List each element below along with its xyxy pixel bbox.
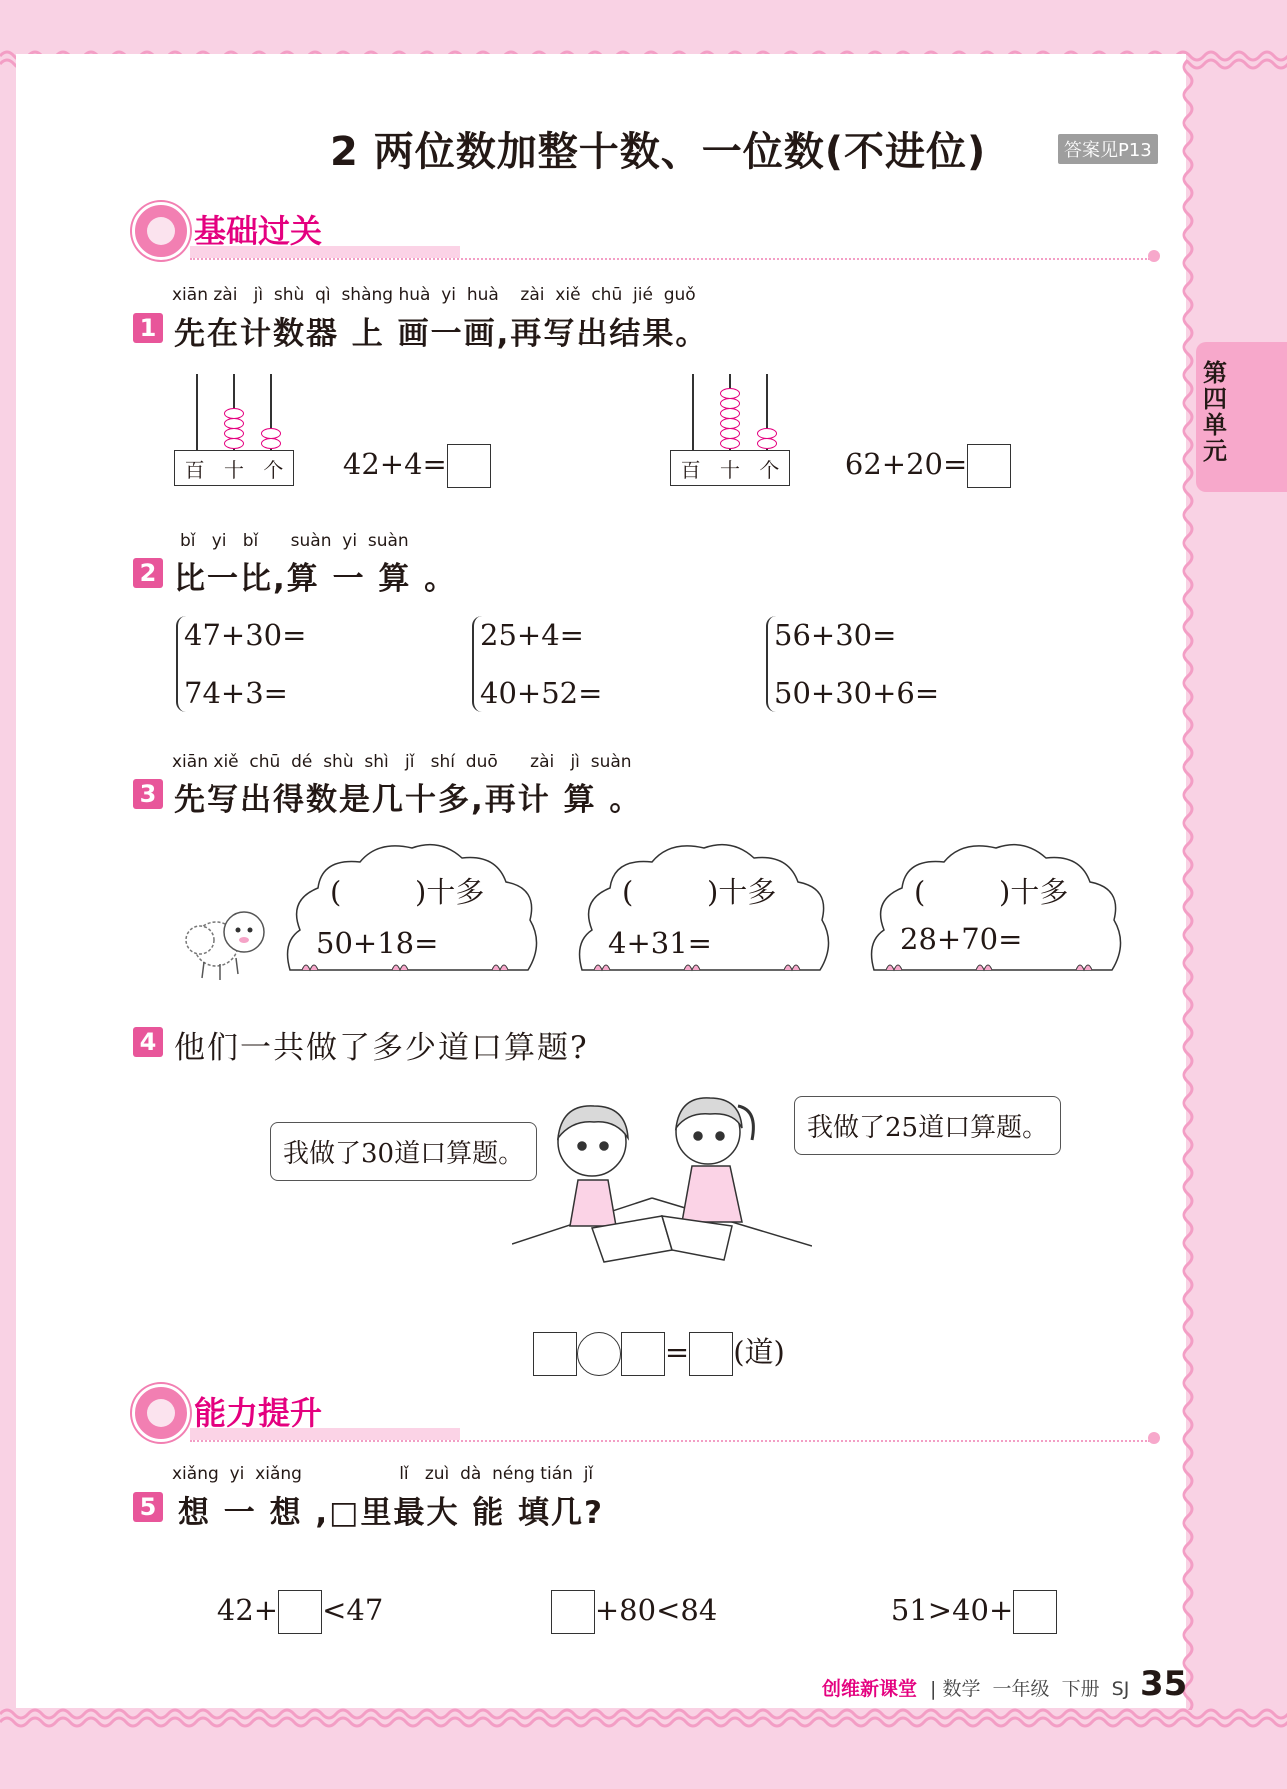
q2-expression: 40+52= bbox=[480, 676, 603, 710]
q2-pinyin: bǐ yi bǐ suàn yi suàn bbox=[180, 531, 409, 551]
abacus-label-hundreds: 百 bbox=[184, 457, 205, 482]
q2-expression: 74+3= bbox=[184, 676, 288, 710]
tens-bead bbox=[224, 418, 244, 429]
inequality-right: +80<84 bbox=[594, 1593, 718, 1627]
answer-box[interactable] bbox=[689, 1332, 733, 1376]
tens-bead bbox=[224, 408, 244, 419]
section-title-basic: 基础过关 bbox=[194, 212, 323, 250]
tens-bead bbox=[720, 418, 740, 429]
abacus-right bbox=[670, 374, 790, 494]
answer-box[interactable] bbox=[1013, 1590, 1057, 1634]
tens-bead bbox=[720, 398, 740, 409]
unit-label: (道) bbox=[733, 1335, 785, 1369]
operator-circle[interactable] bbox=[577, 1332, 621, 1376]
cloud-label: ( )十多 bbox=[622, 875, 777, 909]
mascot-icon bbox=[132, 1384, 190, 1442]
ones-bead bbox=[757, 438, 777, 449]
boy-speech-bubble: 我做了30道口算题。 bbox=[270, 1122, 537, 1181]
cloud-label: ( )十多 bbox=[914, 875, 1069, 909]
answer-box[interactable] bbox=[447, 444, 491, 488]
answer-box[interactable] bbox=[278, 1590, 322, 1634]
inequality-right: <47 bbox=[322, 1593, 384, 1627]
q1-left-expr-text: 42+4= bbox=[342, 447, 447, 481]
answer-box[interactable] bbox=[621, 1332, 665, 1376]
inequality-left: 42+ bbox=[216, 1593, 279, 1627]
right-wave-border bbox=[1170, 60, 1210, 1710]
unit-side-tab bbox=[1196, 342, 1287, 492]
ones-bead bbox=[757, 428, 777, 439]
sheep-icon bbox=[180, 900, 274, 984]
cloud-expression: 4+31= bbox=[608, 926, 712, 960]
q5-inequality bbox=[180, 1556, 383, 1668]
equals-sign: = bbox=[664, 1335, 690, 1369]
q5-inequality bbox=[854, 1556, 1057, 1668]
q2-expression: 25+4= bbox=[480, 618, 584, 652]
q2-expression: 50+30+6= bbox=[774, 676, 940, 710]
cloud-expression: 50+18= bbox=[316, 926, 439, 960]
q2-prompt: 比一比,算 一 算 。 bbox=[174, 561, 458, 597]
q3-pinyin: xiān xiě chū dé shù shì jǐ shí duō zài jì suàn bbox=[172, 752, 632, 772]
q5-prompt: 想 一 想 ,□里最大 能 填几? bbox=[178, 1495, 605, 1531]
q4-number: 4 bbox=[133, 1027, 163, 1057]
q1-pinyin: xiān zài jì shù qì shàng huà yi huà zài xiě chū jié guǒ bbox=[172, 285, 696, 305]
q1-prompt: 先在计数器 上 画一画,再写出结果。 bbox=[174, 316, 709, 352]
abacus-label-tens: 十 bbox=[719, 457, 740, 482]
q5-number: 5 bbox=[133, 1492, 163, 1522]
abacus-left bbox=[174, 374, 294, 494]
children-illustration bbox=[512, 1086, 812, 1276]
section-title-advanced: 能力提升 bbox=[194, 1394, 323, 1432]
girl-speech-bubble: 我做了25道口算题。 bbox=[794, 1096, 1061, 1155]
q2-number: 2 bbox=[133, 558, 163, 588]
footer-brand: 创维新课堂 bbox=[822, 1678, 918, 1700]
q3-prompt: 先写出得数是几十多,再计 算 。 bbox=[174, 782, 643, 818]
answer-reference-badge: 答案见P13 bbox=[1058, 134, 1158, 164]
ones-bead bbox=[261, 438, 281, 449]
abacus-label-ones: 个 bbox=[759, 457, 780, 482]
mascot-icon bbox=[132, 202, 190, 260]
section-header-advanced bbox=[128, 1384, 1168, 1444]
cloud-expression: 28+70= bbox=[900, 922, 1023, 956]
q1-right-expr-text: 62+20= bbox=[844, 447, 968, 481]
section-divider bbox=[190, 258, 1150, 260]
abacus-label-ones: 个 bbox=[263, 457, 284, 482]
q3-number: 3 bbox=[133, 779, 163, 809]
tens-bead bbox=[224, 438, 244, 449]
abacus-base bbox=[174, 450, 294, 486]
cloud-label: ( )十多 bbox=[330, 875, 485, 909]
ones-bead bbox=[261, 428, 281, 439]
q5-pinyin: xiǎng yi xiǎng lǐ zuì dà néng tián jǐ bbox=[172, 1464, 594, 1484]
q1-right-expression bbox=[808, 410, 1011, 522]
q5-inequality bbox=[514, 1556, 717, 1668]
tens-bead bbox=[720, 428, 740, 439]
section-divider bbox=[190, 1440, 1150, 1442]
page-title: 2 两位数加整十数、一位数(不进位) bbox=[330, 129, 987, 175]
q1-left-expression bbox=[306, 410, 491, 522]
tens-bead bbox=[224, 428, 244, 439]
footer-book-info: | 数学 一年级 下册 SJ bbox=[930, 1678, 1130, 1700]
q4-prompt: 他们一共做了多少道口算题? bbox=[174, 1030, 589, 1066]
answer-box[interactable] bbox=[533, 1332, 577, 1376]
q2-expression: 47+30= bbox=[184, 618, 307, 652]
tens-bead bbox=[720, 438, 740, 449]
divider-dot bbox=[1148, 250, 1160, 262]
abacus-base bbox=[670, 450, 790, 486]
tens-bead bbox=[720, 408, 740, 419]
inequality-left: 51>40+ bbox=[890, 1593, 1014, 1627]
section-header-basic bbox=[128, 202, 1168, 262]
tens-bead bbox=[720, 388, 740, 399]
answer-box[interactable] bbox=[551, 1590, 595, 1634]
page-number: 35 bbox=[1140, 1664, 1188, 1704]
q2-expression: 56+30= bbox=[774, 618, 897, 652]
q1-number: 1 bbox=[133, 313, 163, 343]
bottom-wave-border bbox=[0, 1700, 1287, 1740]
unit-side-tab-label: 第 四 单 元 bbox=[1203, 359, 1227, 465]
abacus-label-tens: 十 bbox=[223, 457, 244, 482]
divider-dot bbox=[1148, 1432, 1160, 1444]
answer-box[interactable] bbox=[967, 444, 1011, 488]
abacus-label-hundreds: 百 bbox=[680, 457, 701, 482]
